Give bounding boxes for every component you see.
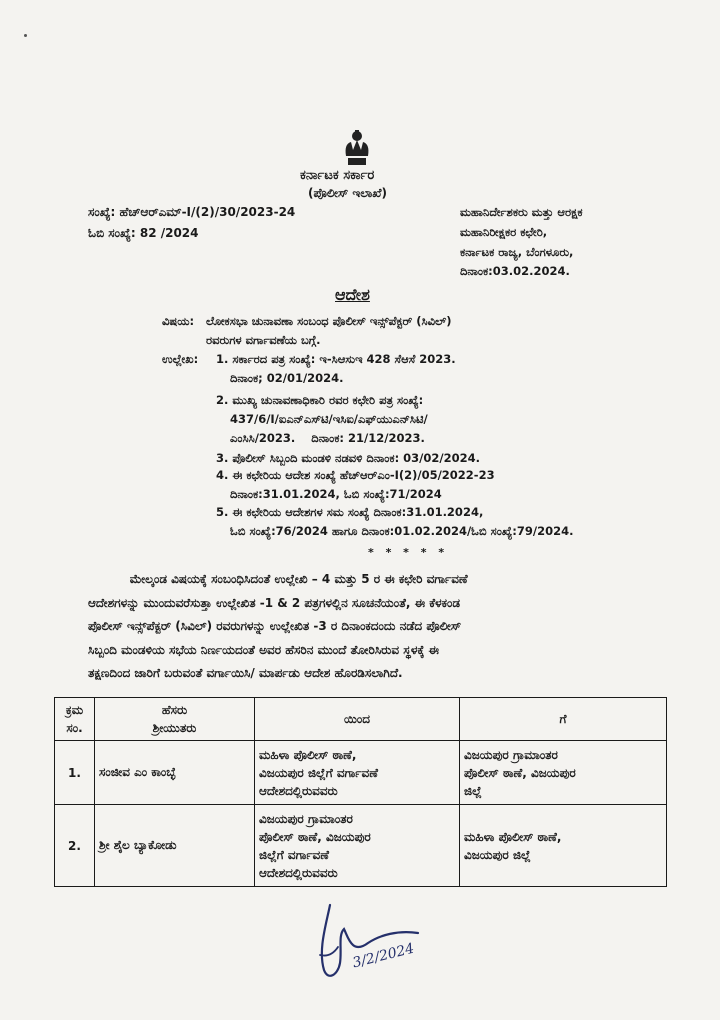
reference-4-line-2: ದಿನಾಂಕ:31.01.2024, ಓಬಿ ಸಂಖ್ಯೆ:71/2024 <box>230 487 442 501</box>
reference-2-line-3: ಎಂಸಿಸಿ/2023. ದಿನಾಂಕ: 21/12/2023. <box>230 431 425 445</box>
row-from-line: ಆದೇಶದಲ್ಲಿರುವವರು <box>259 865 338 880</box>
row-from-line: ಪೊಲೀಸ್ ಠಾಣೆ, ವಿಜಯಪುರ <box>259 829 371 844</box>
row-from <box>255 805 460 887</box>
row-from-line: ವಿಜಯಪುರ ಗ್ರಾಮಾಂತರ <box>259 811 353 826</box>
row-serial: 2. <box>55 805 95 887</box>
header-from: ಯಿಂದ <box>255 698 460 741</box>
row-to-line: ಜಿಲ್ಲೆ <box>464 783 482 798</box>
references-label: ಉಲ್ಲೇಖ: <box>162 352 199 366</box>
header-name-line-1: ಹೆಸರು <box>161 703 188 717</box>
subject-line-2: ರವರುಗಳ ವರ್ಗಾವಣೆಯ ಬಗ್ಗೆ. <box>206 333 321 347</box>
header-serial-line-1: ಕ್ರಮ <box>65 703 84 717</box>
order-date: ದಿನಾಂಕ:03.02.2024. <box>460 264 570 278</box>
transfer-table <box>54 697 667 887</box>
government-name: ಕರ್ನಾಟಕ ಸರ್ಕಾರ <box>300 168 375 183</box>
row-to-line: ಮಹಿಳಾ ಪೊಲೀಸ್ ಠಾಣೆ, <box>464 829 562 844</box>
department-name: (ಪೊಲೀಸ್ ಇಲಾಖೆ) <box>308 186 387 200</box>
order-body <box>88 568 648 686</box>
row-name: ಶ್ರೀ ಶೈಲ ಬ್ಯಾಕೋಡು <box>95 805 255 887</box>
row-to <box>460 805 667 887</box>
row-from-line: ಜಿಲ್ಲೆಗೆ ವರ್ಗಾವಣೆ <box>259 847 329 862</box>
row-from <box>255 741 460 805</box>
reference-1-line-2: ದಿನಾಂಕ; 02/01/2024. <box>230 371 344 385</box>
office-line-2: ಮಹಾನಿರೀಕ್ಷಕರ ಕಛೇರಿ, <box>460 225 548 239</box>
reference-5-line-2: ಓಬಿ ಸಂಖ್ಯೆ:76/2024 ಹಾಗೂ ದಿನಾಂಕ:01.02.2024/ಓಬಿ ಸಂಖ್ಯೆ:79/2024. <box>230 524 574 538</box>
header-name <box>95 698 255 741</box>
subject-label: ವಿಷಯ: <box>162 314 195 328</box>
body-line-5: ತಕ್ಷಣದಿಂದ ಜಾರಿಗೆ ಬರುವಂತೆ ವರ್ಗಾಯಿಸಿ/ ಮಾರ್ಪಡು ಆದೇಶ ಹೊರಡಿಸಲಾಗಿದೆ. <box>88 666 403 680</box>
header-serial-line-2: ಸಂ. <box>66 721 83 735</box>
state-emblem-icon <box>340 128 374 168</box>
subject-line-1: ಲೋಕಸಭಾ ಚುನಾವಣಾ ಸಂಬಂಧ ಪೊಲೀಸ್ ಇನ್ಸ್‌ಪೆಕ್ಟರ್ (ಸಿವಿಲ್) <box>206 314 452 328</box>
row-to <box>460 741 667 805</box>
row-serial: 1. <box>55 741 95 805</box>
table-row <box>55 741 667 805</box>
header-to: ಗೆ <box>460 698 667 741</box>
row-from-line: ವಿಜಯಪುರ ಜಿಲ್ಲೆಗೆ ವರ್ಗಾವಣೆ <box>259 765 378 780</box>
row-from-line: ಮಹಿಳಾ ಪೊಲೀಸ್ ಠಾಣೆ, <box>259 747 357 762</box>
reference-1-line-1: 1. ಸರ್ಕಾರದ ಪತ್ರ ಸಂಖ್ಯೆ: ಇ-ಸಿಆಸುಇ 428 ಸೆಆಸೆ 2023. <box>216 352 456 366</box>
row-to-line: ವಿಜಯಪುರ ಜಿಲ್ಲೆ <box>464 847 531 862</box>
body-line-4: ಸಿಬ್ಬಂದಿ ಮಂಡಳಿಯ ಸಭೆಯ ನಿರ್ಣಯದಂತೆ ಅವರ ಹೆಸರಿನ ಮುಂದೆ ತೋರಿಸಿರುವ ಸ್ಥಳಕ್ಕೆ ಈ <box>88 642 439 657</box>
section-separator: * * * * * <box>368 546 449 559</box>
page-title: ಆದೇಶ <box>335 285 370 304</box>
body-line-2: ಆದೇಶಗಳನ್ನು ಮುಂದುವರೆಸುತ್ತಾ ಉಲ್ಲೇಖಿತ -1 & 2 ಪತ್ರಗಳಲ್ಲಿನ ಸೂಚನೆಯಂತೆ, ಈ ಕೆಳಕಂಡ <box>88 595 461 610</box>
row-from-line: ಆದೇಶದಲ್ಲಿರುವವರು <box>259 783 338 798</box>
row-to-line: ವಿಜಯಪುರ ಗ್ರಾಮಾಂತರ <box>464 747 558 762</box>
reference-2-line-2: 437/6/I/ಐಎನ್‌ಎಸ್‌ಟಿ/ಇಸಿಐ/ಎಫ್‌ಯುಎನ್‌ಸಿಟಿ/ <box>230 412 428 426</box>
office-line-1: ಮಹಾನಿರ್ದೇಶಕರು ಮತ್ತು ಆರಕ್ಷಕ <box>460 205 583 219</box>
reference-4-line-1: 4. ಈ ಕಛೇರಿಯ ಆದೇಶ ಸಂಖ್ಯೆ ಹೆಚ್‌ಆರ್‌ಎಂ-I(2)/05/2022-23 <box>216 468 495 482</box>
table-row <box>55 805 667 887</box>
scan-speck <box>24 34 27 37</box>
reference-3-line-1: 3. ಪೊಲೀಸ್ ಸಿಬ್ಬಂದಿ ಮಂಡಳಿ ನಡವಳಿ ದಿನಾಂಕ: 03/02/2024. <box>216 451 480 465</box>
header-serial <box>55 698 95 741</box>
order-number: ಸಂಖ್ಯೆ: ಹೆಚ್‌ಆರ್‌ಎಮ್-I/(2)/30/2023-24 <box>88 205 296 219</box>
reference-2-line-1: 2. ಮುಖ್ಯ ಚುನಾವಣಾಧಿಕಾರಿ ರವರ ಕಛೇರಿ ಪತ್ರ ಸಂಖ್ಯೆ: <box>216 393 424 407</box>
signature-date: 3/2/2024 <box>350 940 416 972</box>
body-line-1: ಮೇಲ್ಕಂಡ ವಿಷಯಕ್ಕೆ ಸಂಬಂಧಿಸಿದಂತೆ ಉಲ್ಲೇಖಿ – 4 ಮತ್ತು 5 ರ ಈ ಕಛೇರಿ ವರ್ಗಾವಣೆ <box>88 572 468 586</box>
office-line-3: ಕರ್ನಾಟಕ ರಾಜ್ಯ, ಬೆಂಗಳೂರು, <box>460 245 574 259</box>
row-to-line: ಪೊಲೀಸ್ ಠಾಣೆ, ವಿಜಯಪುರ <box>464 765 576 780</box>
ob-number: ಓಬಿ ಸಂಖ್ಯೆ: 82 /2024 <box>88 226 199 240</box>
table-header-row <box>55 698 667 741</box>
header-name-line-2: ಶ್ರೀಯುತರು <box>152 721 197 735</box>
row-name: ಸಂಜೀವ ಎಂ ಕಾಂಬ್ಳೆ <box>95 741 255 805</box>
body-line-3: ಪೊಲೀಸ್ ಇನ್ಸ್‌ಪೆಕ್ಟರ್ (ಸಿವಿಲ್) ರವರುಗಳನ್ನು ಉಲ್ಲೇಖಿತ -3 ರ ದಿನಾಂಕದಂದು ನಡೆದ ಪೊಲೀಸ್ <box>88 619 462 633</box>
reference-5-line-1: 5. ಈ ಕಛೇರಿಯ ಆದೇಶಗಳ ಸಮ ಸಂಖ್ಯೆ ದಿನಾಂಕ:31.01.2024, <box>216 505 484 519</box>
